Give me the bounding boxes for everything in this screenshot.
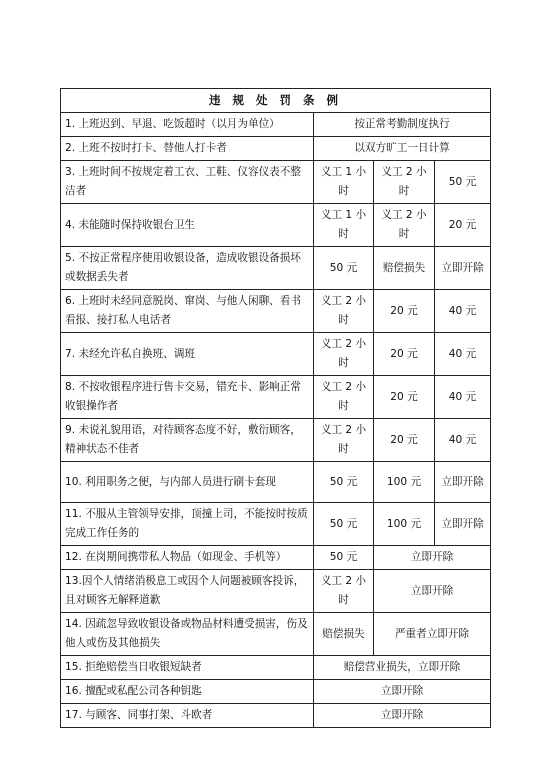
table-row <box>61 137 491 161</box>
penalty-cell: 义工 2 小时 <box>314 419 374 462</box>
penalty-cell: 义工 2 小时 <box>374 161 435 204</box>
violation-description: 11. 不服从主管领导安排，顶撞上司，不能按时按质完成工作任务的 <box>61 503 314 546</box>
penalty-cell: 20 元 <box>374 419 435 462</box>
table-row <box>61 462 491 503</box>
table-row <box>61 204 491 247</box>
violation-description: 16. 擅配或私配公司各种钥匙 <box>61 680 314 704</box>
penalty-table <box>60 88 491 728</box>
penalty-cell: 按正常考勤制度执行 <box>314 113 491 137</box>
penalty-cell: 赔偿损失 <box>374 247 435 290</box>
table-row <box>61 503 491 546</box>
violation-description: 4. 未能随时保持收银台卫生 <box>61 204 314 247</box>
penalty-cell: 20 元 <box>374 290 435 333</box>
table-row <box>61 376 491 419</box>
penalty-cell: 50 元 <box>314 503 374 546</box>
table-row <box>61 333 491 376</box>
violation-description: 14. 因疏忽导致收银设备或物品材料遭受损害，伤及他人或伤及其他损失 <box>61 613 314 656</box>
table-row <box>61 113 491 137</box>
table-row <box>61 161 491 204</box>
penalty-cell: 立即开除 <box>314 704 491 728</box>
penalty-cell: 40 元 <box>435 419 491 462</box>
table-row <box>61 613 491 656</box>
violation-description: 7. 未经允许私自换班、调班 <box>61 333 314 376</box>
penalty-cell: 以双方旷工一日计算 <box>314 137 491 161</box>
table-row <box>61 546 491 570</box>
violation-description: 12. 在岗期间携带私人物品（如现金、手机等） <box>61 546 314 570</box>
penalty-cell: 立即开除 <box>314 680 491 704</box>
penalty-cell: 严重者立即开除 <box>374 613 491 656</box>
penalty-cell: 立即开除 <box>374 546 491 570</box>
violation-description: 6. 上班时未经同意脱岗、窜岗、与他人闲聊、看书看报、接打私人电话者 <box>61 290 314 333</box>
table-row <box>61 290 491 333</box>
title-row <box>61 89 491 113</box>
violation-description: 3. 上班时间不按规定着工衣、工鞋、仪容仪表不整洁者 <box>61 161 314 204</box>
penalty-cell: 100 元 <box>374 462 435 503</box>
penalty-cell: 40 元 <box>435 333 491 376</box>
penalty-cell: 义工 2 小时 <box>314 290 374 333</box>
penalty-cell: 50 元 <box>314 462 374 503</box>
violation-description: 2. 上班不按时打卡、替他人打卡者 <box>61 137 314 161</box>
penalty-cell: 义工 1 小时 <box>314 204 374 247</box>
penalty-cell: 立即开除 <box>435 247 491 290</box>
violation-description: 9. 未说礼貌用语，对待顾客态度不好，敷衍顾客，精神状态不佳者 <box>61 419 314 462</box>
table-row <box>61 680 491 704</box>
penalty-cell: 50 元 <box>314 247 374 290</box>
penalty-cell: 50 元 <box>314 546 374 570</box>
penalty-cell: 立即开除 <box>435 462 491 503</box>
penalty-cell: 20 元 <box>374 333 435 376</box>
table-row <box>61 247 491 290</box>
table-row <box>61 419 491 462</box>
violation-description: 8. 不按收银程序进行售卡交易，错充卡、影响正常收银操作者 <box>61 376 314 419</box>
violation-description: 15. 拒绝赔偿当日收银短缺者 <box>61 656 314 680</box>
violation-description: 10. 利用职务之便，与内部人员进行刷卡套现 <box>61 462 314 503</box>
violation-description: 17. 与顾客、同事打架、斗欧者 <box>61 704 314 728</box>
penalty-cell: 赔偿营业损失，立即开除 <box>314 656 491 680</box>
table-title: 违 规 处 罚 条 例 <box>61 89 491 113</box>
penalty-cell: 20 元 <box>374 376 435 419</box>
penalty-cell: 义工 2 小时 <box>314 333 374 376</box>
penalty-cell: 义工 2 小时 <box>374 204 435 247</box>
violation-description: 5. 不按正常程序使用收银设备，造成收银设备损坏或数据丢失者 <box>61 247 314 290</box>
table-row <box>61 704 491 728</box>
penalty-cell: 义工 2 小时 <box>314 570 374 613</box>
penalty-cell: 立即开除 <box>435 503 491 546</box>
penalty-cell: 义工 2 小时 <box>314 376 374 419</box>
penalty-cell: 40 元 <box>435 290 491 333</box>
table-row <box>61 656 491 680</box>
violation-description: 13.因个人情绪消极息工或因个人问题被顾客投诉，且对顾客无解释道歉 <box>61 570 314 613</box>
penalty-cell: 100 元 <box>374 503 435 546</box>
penalty-cell: 立即开除 <box>374 570 491 613</box>
penalty-cell: 50 元 <box>435 161 491 204</box>
penalty-cell: 义工 1 小时 <box>314 161 374 204</box>
violation-description: 1. 上班迟到、早退、吃饭超时（以月为单位） <box>61 113 314 137</box>
penalty-cell: 40 元 <box>435 376 491 419</box>
penalty-cell: 20 元 <box>435 204 491 247</box>
table-row <box>61 570 491 613</box>
penalty-cell: 赔偿损失 <box>314 613 374 656</box>
